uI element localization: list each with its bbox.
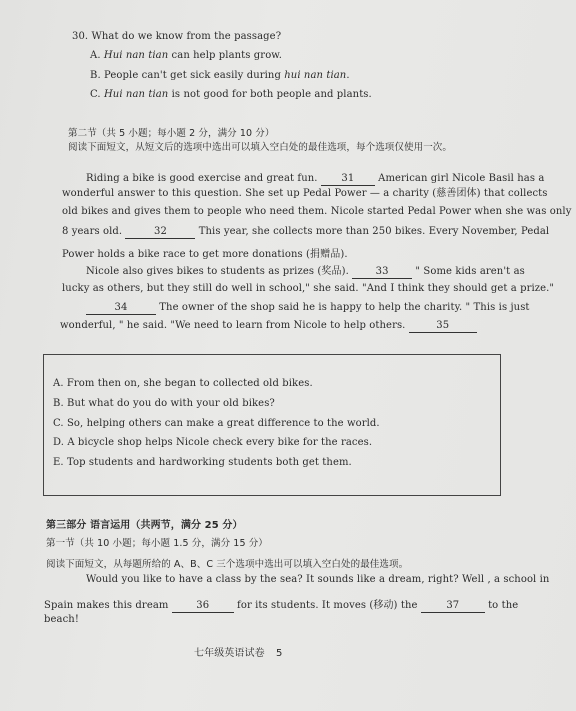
option-label: B. bbox=[53, 398, 64, 409]
blank-33: 33 bbox=[352, 267, 412, 279]
italic-term: hui nan tian bbox=[284, 70, 347, 81]
blank-32: 32 bbox=[125, 227, 195, 239]
passage-text: " Some kids aren't as bbox=[415, 266, 525, 277]
passage-line: Power holds a bike race to get more donations (捐赠品). bbox=[62, 249, 348, 260]
passage-line: old bikes and gives them to people who need them. Nicole started Pedal Power when she was only bbox=[62, 206, 572, 217]
option-text: So, helping others can make a great difference to the world. bbox=[66, 418, 380, 429]
part-3-instruction: 阅读下面短文，从每题所给的 A、B、C 三个选项中选出可以填入空白处的最佳选项。 bbox=[46, 559, 409, 570]
passage-line bbox=[60, 320, 477, 333]
option-text: From then on, she began to collected old bikes. bbox=[66, 378, 313, 389]
passage-line bbox=[86, 302, 530, 315]
passage-line: wonderful answer to this question. She set up Pedal Power — a charity (慈善团体) that collects bbox=[62, 188, 548, 199]
passage-line: beach! bbox=[44, 614, 79, 625]
passage-text: for its students. It moves (移动) the bbox=[237, 600, 418, 611]
question-30-option-b bbox=[90, 70, 350, 81]
option-label: C. bbox=[90, 89, 101, 100]
option-label: A. bbox=[90, 50, 101, 61]
option-e bbox=[53, 457, 352, 468]
section-2-heading: 第二节（共 5 小题；每小题 2 分，满分 10 分） bbox=[68, 128, 275, 139]
blank-34: 34 bbox=[86, 303, 156, 315]
italic-term: Hui nan tian bbox=[103, 89, 169, 100]
italic-term: Hui nan tian bbox=[103, 50, 169, 61]
passage-text: The owner of the shop said he is happy to help the charity. " This is just bbox=[159, 302, 530, 313]
part-3-heading: 第三部分 语言运用（共两节，满分 25 分） bbox=[46, 520, 243, 531]
option-label: C. bbox=[53, 418, 64, 429]
option-text: A bicycle shop helps Nicole check every bike for the races. bbox=[67, 437, 373, 448]
option-a bbox=[53, 378, 313, 389]
blank-31: 31 bbox=[321, 174, 375, 186]
blank-36: 36 bbox=[172, 601, 234, 613]
section-2-instruction: 阅读下面短文，从短文后的选项中选出可以填入空白处的最佳选项，每个选项仅使用一次。 bbox=[68, 142, 453, 153]
option-label: D. bbox=[53, 437, 65, 448]
passage-line bbox=[86, 262, 525, 279]
option-text: is not good for both people and plants. bbox=[168, 89, 372, 100]
option-b bbox=[53, 398, 275, 409]
option-c bbox=[53, 418, 380, 429]
passage-text: to the bbox=[488, 600, 519, 611]
passage-text: Riding a bike is good exercise and great fun. bbox=[86, 173, 318, 184]
passage-text: 8 years old. bbox=[62, 226, 123, 237]
blank-35: 35 bbox=[409, 321, 477, 333]
option-text: People can't get sick easily during bbox=[104, 70, 285, 81]
page-number: 5 bbox=[275, 648, 283, 659]
page-footer bbox=[194, 644, 282, 659]
option-label: B. bbox=[90, 70, 101, 81]
passage-line: lucky as others, but they still do well in school," she said. "And I think they should get a prize." bbox=[62, 283, 555, 294]
question-30-option-a bbox=[90, 50, 282, 61]
blank-37: 37 bbox=[421, 601, 485, 613]
option-text: can help plants grow. bbox=[168, 50, 283, 61]
option-label: E. bbox=[53, 457, 64, 468]
question-30-option-c bbox=[90, 89, 372, 100]
passage-line: Would you like to have a class by the sea? It sounds like a dream, right? Well , a school in bbox=[86, 574, 550, 585]
passage-line bbox=[62, 226, 549, 239]
option-d bbox=[53, 437, 372, 448]
option-text-end: . bbox=[346, 70, 350, 81]
footer-title: 七年级英语试卷 bbox=[194, 648, 265, 659]
passage-text: Nicole also gives bikes to students as prizes (奖品). bbox=[86, 266, 349, 277]
passage-line bbox=[44, 596, 518, 613]
passage-text: Spain makes this dream bbox=[44, 600, 169, 611]
part-3-subheading: 第一节（共 10 小题；每小题 1.5 分，满分 15 分） bbox=[46, 538, 268, 549]
option-label: A. bbox=[53, 378, 64, 389]
option-text: But what do you do with your old bikes? bbox=[67, 398, 275, 409]
question-30-stem: 30. What do we know from the passage? bbox=[72, 31, 282, 42]
option-text: Top students and hardworking students both get them. bbox=[66, 457, 352, 468]
passage-text: American girl Nicole Basil has a bbox=[378, 173, 545, 184]
passage-text: wonderful, " he said. "We need to learn from Nicole to help others. bbox=[60, 320, 406, 331]
passage-text: This year, she collects more than 250 bikes. Every November, Pedal bbox=[198, 226, 550, 237]
